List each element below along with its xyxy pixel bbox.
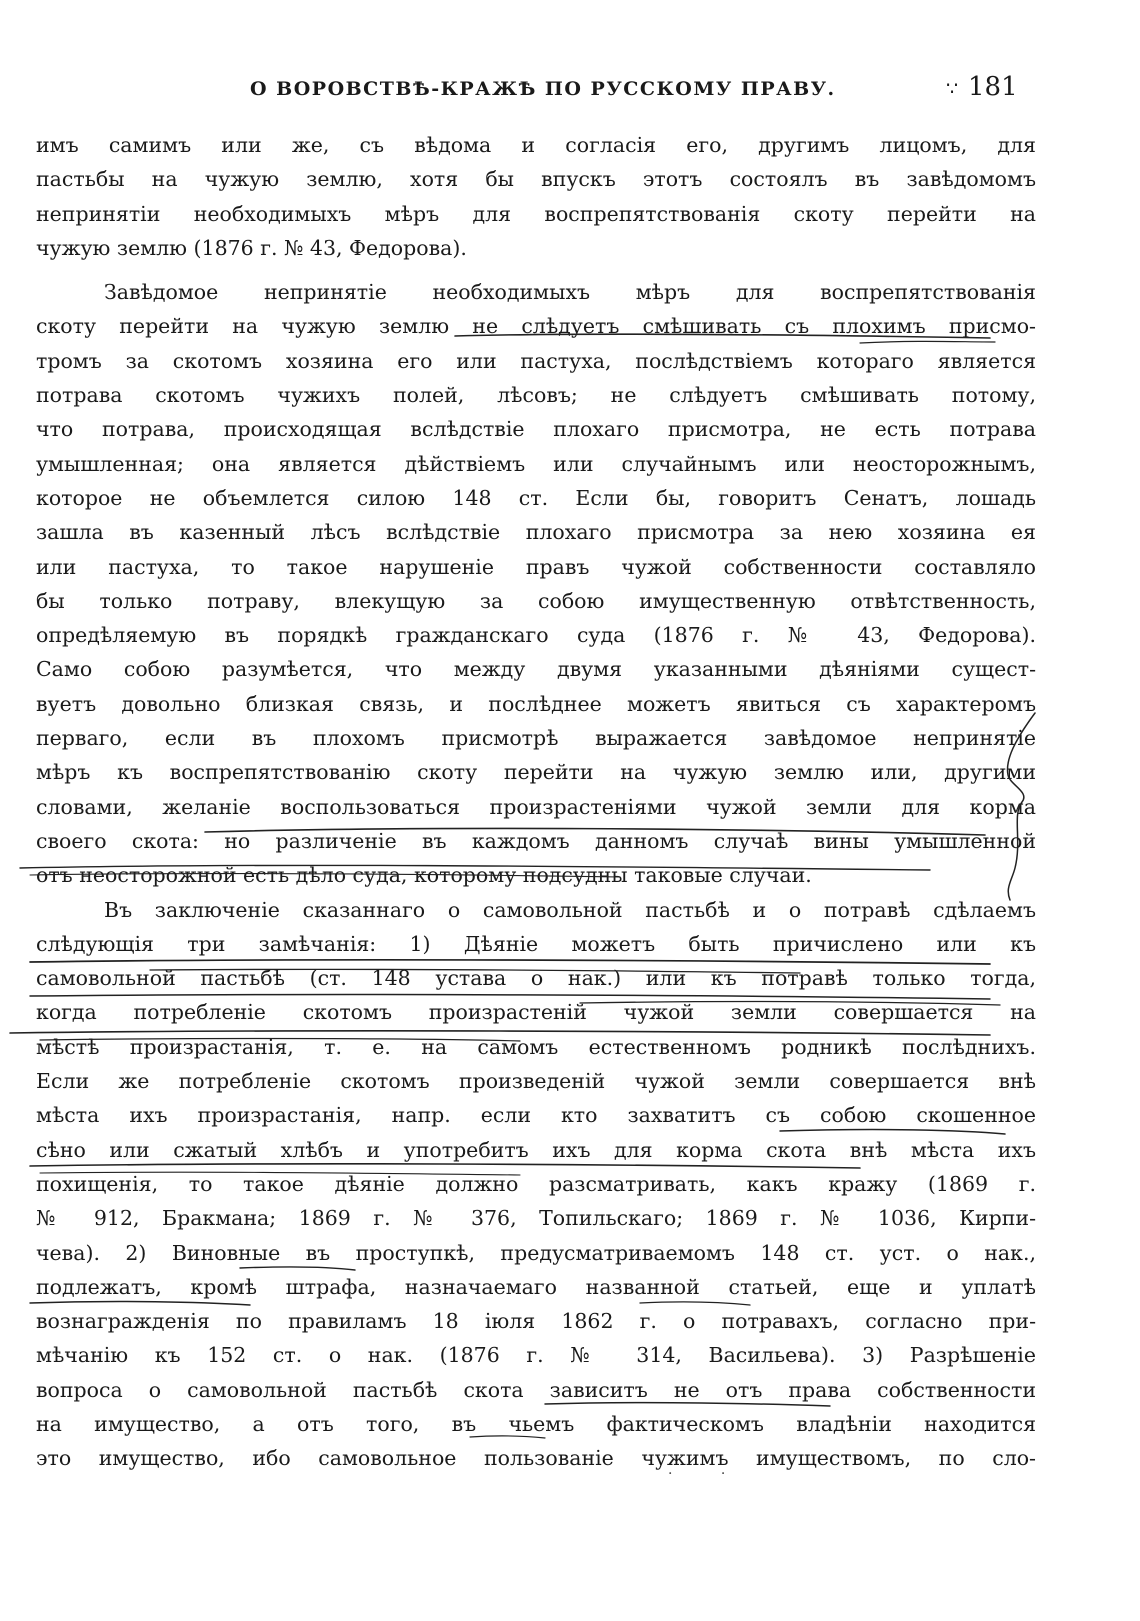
text-line: опредѣляемую въ порядкѣ гражданскаго суда (1876 г. № 43, Федорова). xyxy=(36,623,1036,648)
text-line: бы только потраву, влекущую за собою имущественную отвѣтственность, xyxy=(36,588,1036,613)
text-line: похищенія, то такое дѣяніе должно разсматривать, какъ кражу (1869 г. xyxy=(36,1171,1036,1196)
text-line: вознагражденія по правиламъ 18 іюля 1862 г. о потравахъ, согласно при- xyxy=(36,1309,1036,1334)
text-line: Въ заключеніе сказаннаго о самовольной пастьбѣ и о потравѣ сдѣлаемъ xyxy=(104,897,1036,922)
text-line: умышленная; она является дѣйствіемъ или случайнымъ или неосторожнымъ, xyxy=(36,451,1036,476)
text-line: тромъ за скотомъ хозяина его или пастуха, послѣдствіемъ котораго является xyxy=(36,348,1036,373)
text-line: чужую землю (1876 г. № 43, Федорова). xyxy=(36,235,467,260)
running-title: О ВОРОВСТВѢ-КРАЖѢ ПО РУССКОМУ ПРАВУ. xyxy=(250,78,836,100)
text-line: подлежатъ, кромѣ штрафа, назначаемаго названной статьей, еще и уплатѣ xyxy=(36,1274,1036,1299)
text-line: непринятіи необходимыхъ мѣръ для воспрепятствованія скоту перейти на xyxy=(36,201,1036,226)
text-line: вуетъ довольно близкая связь, и послѣднее можетъ явиться съ характеромъ xyxy=(36,691,1036,716)
text-line: или пастуха, то такое нарушеніе правъ чужой собственности составляло xyxy=(36,554,1036,579)
page-number-mark: ∵ xyxy=(946,78,959,100)
text-line: словами, желаніе воспользоваться произрастеніями чужой земли для корма xyxy=(36,794,1036,819)
text-line: когда потребленіе скотомъ произрастеній чужой земли совершается на xyxy=(36,1000,1036,1025)
body-text xyxy=(36,128,1036,1476)
page-header xyxy=(250,72,1018,112)
text-line: это имущество, ибо самовольное пользованіе чужимъ имуществомъ, по сло- xyxy=(36,1446,1036,1471)
text-line: слѣдующія три замѣчанія: 1) Дѣяніе можетъ быть причислено или къ xyxy=(36,931,1036,956)
text-line: Само собою разумѣется, что между двумя указанными дѣяніями сущест- xyxy=(36,657,1036,682)
text-line: мѣста ихъ произрастанія, напр. если кто захватитъ съ собою скошенное xyxy=(36,1103,1036,1128)
text-line: вопроса о самовольной пастьбѣ скота зависитъ не отъ права собственности xyxy=(36,1377,1036,1402)
print-specks: · · xyxy=(668,1466,748,1482)
text-line: что потрава, происходящая вслѣдствіе плохаго присмотра, не есть потрава xyxy=(36,417,1036,442)
text-line: перваго, если въ плохомъ присмотрѣ выражается завѣдомое непринятіе xyxy=(36,726,1036,751)
text-line: мѣстѣ произрастанія, т. е. на самомъ естественномъ родникѣ послѣднихъ. xyxy=(36,1034,1036,1059)
text-line: Если же потребленіе скотомъ произведеній чужой земли совершается внѣ xyxy=(36,1069,1036,1094)
text-line: на имущество, а отъ того, въ чьемъ фактическомъ владѣніи находится xyxy=(36,1411,1036,1436)
text-line: которое не объемлется силою 148 ст. Если бы, говоритъ Сенатъ, лошадь xyxy=(36,485,1036,510)
text-line: зашла въ казенный лѣсъ вслѣдствіе плохаго присмотра за нею хозяина ея xyxy=(36,520,1036,545)
text-line: пастьбы на чужую землю, хотя бы впускъ этотъ состоялъ въ завѣдомомъ xyxy=(36,167,1036,192)
text-line: скоту перейти на чужую землю не слѣдуетъ смѣшивать съ плохимъ присмо- xyxy=(36,314,1036,339)
text-line: Завѣдомое непринятіе необходимыхъ мѣръ для воспрепятствованія xyxy=(104,280,1036,305)
text-line: сѣно или сжатый хлѣбъ и употребитъ ихъ для корма скота внѣ мѣста ихъ xyxy=(36,1137,1036,1162)
text-line: своего скота: но различеніе въ каждомъ данномъ случаѣ вины умышленной xyxy=(36,828,1036,853)
page-number: 181 xyxy=(968,72,1018,102)
text-line: чева). 2) Виновные въ проступкѣ, предусматриваемомъ 148 ст. уст. о нак., xyxy=(36,1240,1036,1265)
text-line: № 912, Бракмана; 1869 г. № 376, Топильскаго; 1869 г. № 1036, Кирпи- xyxy=(36,1206,1036,1231)
text-line: имъ самимъ или же, съ вѣдома и согласія его, другимъ лицомъ, для xyxy=(36,133,1036,157)
text-line: мѣръ къ воспрепятствованію скоту перейти на чужую землю или, другими xyxy=(36,760,1036,785)
text-line: отъ неосторожной есть дѣло суда, которому подсудны таковые случаи. xyxy=(36,863,812,888)
text-line: потрава скотомъ чужихъ полей, лѣсовъ; не слѣдуетъ смѣшивать потому, xyxy=(36,383,1036,408)
text-line: самовольной пастьбѣ (ст. 148 устава о нак.) или къ потравѣ только тогда, xyxy=(36,966,1036,991)
text-line: мѣчанію къ 152 ст. о нак. (1876 г. № 314, Васильева). 3) Разрѣшеніе xyxy=(36,1343,1036,1368)
